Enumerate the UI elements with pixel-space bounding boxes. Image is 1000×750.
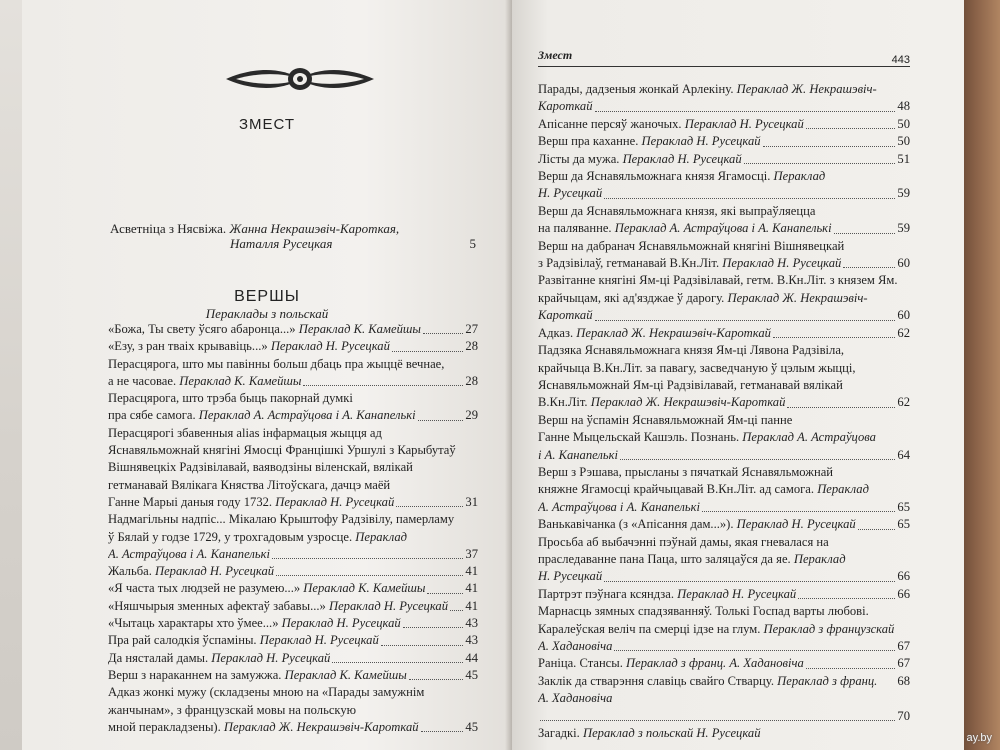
leader-dots [604,198,895,199]
entry-page-number: 59 [897,186,910,201]
toc-entry-line [538,690,910,707]
entry-text [108,580,425,597]
entry-title: Верш з Рэшава, прысланы з пячаткай Яснавяльможнай [538,464,834,479]
toc-entry-line [538,447,910,464]
entry-title: Верш да Яснавяльможнага князя, які выпраўляецца [538,203,816,218]
toc-entry-line [108,702,478,719]
toc-entry-line [538,516,910,533]
leader-dots [763,146,896,147]
entry-title: Верш пра каханне. [538,134,642,149]
entry-translator: Пераклад Н. Русецкай [677,586,797,601]
leader-dots [806,128,896,129]
page-number: 443 [891,54,910,66]
entry-title: Яснавяльможнай княгіні Ямосці Францішкі Уршулі з Карыбутаў [108,443,456,458]
entry-page-number: 60 [897,256,910,271]
leader-dots [595,111,896,112]
entry-text [538,291,868,305]
entry-title: Развітанне княгіні Ям-ці Радзівілавай, гетм. В.Кн.Літ. з князем Ям. [538,273,898,288]
toc-entry-line [538,81,910,98]
entry-text [108,667,407,684]
leader-dots [604,581,895,582]
entry-translator: Пераклад Н. Русецкай [155,564,275,579]
left-page [22,0,512,750]
toc-entry-line [108,459,478,476]
entry-text [538,622,894,636]
toc-entry-line [538,377,910,394]
entry-text [538,255,841,272]
leader-dots [843,267,895,268]
toc-entry-line [108,477,478,494]
entry-text [108,563,274,580]
entry-page-number: 59 [897,221,910,236]
entry-text [538,447,618,464]
toc-entry-line [108,390,478,407]
entry-page-number: 48 [897,99,910,114]
entry-title: Верш з нараканнем на замужжа. [108,667,285,682]
toc-entry-line [108,511,478,528]
entry-title: Раніца. Стансы. [538,656,627,671]
toc-entry-line [108,615,478,632]
entry-title: княжне Ягамосці крайчыцавай В.Кн.Літ. ад самога. [538,482,818,497]
entry-translator: Пераклад з франц. А. Хадановіча [626,656,804,671]
entry-text [538,361,856,375]
entry-text [108,443,456,457]
entry-text [538,499,700,516]
entry-text [538,726,761,740]
toc-entry-line [108,425,478,442]
entry-page-number: 45 [465,667,478,682]
entry-title: Да нясталай дамы. [108,650,212,665]
toc-entry-line [538,272,910,289]
entry-page-number: 65 [897,499,910,514]
leader-dots [276,575,463,576]
toc-entry-line [108,321,478,338]
entry-text [108,426,382,440]
entry-page-number: 37 [465,546,478,561]
entry-translator: Пераклад К. Камейшы [303,581,426,596]
entry-text [108,546,270,563]
entry-title: пра сябе самога. [108,408,199,423]
entry-translator: Пераклад А. Астраўцова і А. Канапелькі [614,221,832,236]
entry-title: жанчынам», з французскай мовы на польскую [108,702,357,717]
toc-entry-line [108,529,478,546]
entry-title: Марнасць зямных спадзяванняў. Толькі Госпад варты любові. [538,604,869,619]
entry-text [538,552,846,566]
toc-entry-line [538,342,910,359]
entry-translator: і А. Канапелькі [538,447,619,462]
entry-title: Пра рай салодкія ўспаміны. [108,633,260,648]
entry-text [108,703,356,717]
entry-title: Перасцярогі збавенныя alias інфармацыя жыцця ад [108,425,382,440]
toc-entry-line [538,185,910,202]
entry-title: Верш на дабранач Яснавяльможнай княгіні Вішнявецкай [538,238,845,253]
entry-title: Загадкі. [538,726,583,741]
entry-text [538,273,898,287]
entry-text [538,133,761,150]
entry-title: «Езу, з ран тваіх крывавіць...» [108,339,271,354]
toc-entry-line [538,481,910,498]
entry-page-number: 66 [897,569,910,584]
entry-translator: Пераклад А. Астраўцова [742,430,876,445]
toc-entry-line [538,203,910,220]
entry-title: праследаванне пана Паца, што заляцаўся да яе. [538,551,794,566]
toc-entry-line [538,238,910,255]
entry-page-number: 29 [465,408,478,423]
entry-title: крайчыцам, які ад'язджае ў дарогу. [538,290,728,305]
toc-entry-line [538,290,910,307]
toc-entry-line [538,151,910,168]
entry-text [538,151,742,168]
entry-text [538,220,832,237]
entry-text [108,530,407,544]
entry-translator: Пераклад Н. Русецкай [736,517,856,532]
toc-entry-line [108,338,478,355]
entry-title: Вішнявецкіх Радзівілавай, ваяводзіны віленскай, вялікай [108,460,413,475]
entry-title: крайчыца В.Кн.Літ. за павагу, засведчаную ў цэлым жыцці, [538,360,856,375]
leader-dots [620,459,895,460]
toc-list-left [108,321,478,736]
entry-title: «Няшчырыя зменных афектаў забавы...» [108,598,329,613]
entry-text [538,394,785,411]
toc-entry-line [538,551,910,568]
entry-translator: Пераклад [355,529,408,544]
entry-text [108,338,390,355]
entry-page-number: 67 [897,656,910,671]
entry-page-number: 50 [897,134,910,149]
entry-title: Верш на ўспамін Яснавяльможнай Ям-ці панне [538,412,793,427]
entry-translator: Н. Русецкай [538,569,603,584]
entry-translator: Пераклад [773,169,826,184]
toc-entry-line [538,360,910,377]
toc-entry-line [538,568,910,585]
entry-text [538,568,602,585]
entry-title: Жальба. [108,564,155,579]
entry-translator: А. Хадановіча [538,691,613,706]
toc-entry-line [108,407,478,424]
entry-translator: Пераклад Н. Русецкай [275,494,395,509]
entry-title: Яснавяльможнай Ям-ці Радзівілавай, гетманавай вялікай [538,377,843,392]
entry-text [538,465,833,479]
entry-title: Каралеўская веліч па смерці ідзе на глум. [538,621,764,636]
intro-entry [110,221,476,251]
toc-entry-line [538,586,910,603]
toc-entry-line [538,133,910,150]
toc-entry-line [108,442,478,459]
entry-translator: Пераклад Ж. Некрашэвіч-Кароткай [576,325,771,340]
entry-title: на паляванне. [538,221,615,236]
entry-translator: Пераклад [793,551,846,566]
entry-text [108,632,379,649]
entry-title: Надмагільны надпіс... Мікалаю Крыштофу Радзівілу, памерламу [108,512,455,527]
entry-page-number: 43 [465,633,478,648]
entry-translator: Пераклад з франц. [777,673,878,688]
entry-title: «Божа, Ты свету ўсяго абаронца...» [108,322,299,336]
toc-entry-line [538,220,910,237]
leader-dots [427,593,463,594]
entry-title: Заклік да стварэння славіць свайго Стварцу. [538,673,778,688]
entry-text [538,535,829,549]
entry-text [538,343,844,357]
toc-entry-line [538,429,910,446]
entry-text [108,478,390,492]
entry-title: «Чытаць характары хто ўмее...» [108,616,282,631]
leader-dots [396,506,463,507]
leader-dots [702,511,895,512]
toc-entry-line [108,494,478,511]
entry-text [108,357,444,371]
entry-text [538,638,612,655]
entry-title: ў Бялай у годзе 1729, у трохгадовым узросце. [108,529,356,544]
entry-text [108,719,419,736]
entry-page-number: 28 [465,373,478,388]
leader-dots [614,650,895,651]
entry-text [538,378,843,392]
entry-title: а не часовае. [108,373,180,388]
entry-text [538,325,771,342]
entry-text [538,98,593,115]
leader-dots [418,420,464,421]
entry-text [108,321,421,338]
toc-entry-line [538,603,910,620]
entry-translator: Пераклад з польскай Н. Русецкай [582,726,761,741]
entry-text [538,516,856,533]
leader-dots [595,320,896,321]
section-title: ВЕРШЫ [234,288,300,305]
entry-page-number: 64 [897,447,910,462]
toc-entry-line [538,325,910,342]
entry-text [538,307,593,324]
leader-dots [332,662,463,663]
leader-dots [744,163,896,164]
entry-text [108,512,454,526]
entry-page-number: 41 [465,564,478,579]
intro-authors: Жанна Некрашэвіч-Кароткая, [229,221,400,236]
leader-dots [423,333,464,334]
entry-title: з Радзівілаў, гетманавай В.Кн.Літ. [538,256,723,271]
entry-title: Ванькавічанка (з «Апісання дам...»). [538,517,737,532]
leader-dots [272,558,463,559]
entry-title: Просьба аб выбачэнні пэўнай дамы, якая гневалася на [538,534,829,549]
toc-entry-line [538,255,910,272]
entry-translator: Пераклад Н. Русецкай [281,616,401,631]
toc-entry-line [108,356,478,373]
intro-authors-2: Наталля Русецкая [230,236,333,251]
toc-entry-line [538,116,910,133]
entry-text [538,413,792,427]
entry-text [538,169,825,183]
entry-page-number: 43 [465,616,478,631]
entry-translator: Пераклад Н. Русецкай [259,633,379,648]
entry-translator: Пераклад Н. Русецкай [328,598,449,613]
entry-translator: Пераклад Ж. Некрашэвіч-Кароткай [590,395,786,410]
toc-entry-line [108,684,478,701]
toc-entry-line [538,673,910,690]
leader-dots [787,407,895,408]
entry-page-number: 27 [465,322,478,336]
entry-title: Ганне Марыі даныя году 1732. [108,494,276,509]
toc-entry-line [108,598,478,615]
toc-entry-line [538,499,910,516]
entry-title: В.Кн.Літ. [538,395,591,410]
entry-title: Перасцярога, што мы павінны больш дбаць пра жыццё вечнае, [108,356,445,371]
entry-translator: Пераклад К. Камейшы [179,373,302,388]
entry-page-number: 41 [465,598,478,613]
entry-title: Адказ. [538,325,577,340]
leader-dots [409,679,464,680]
leader-dots [381,645,464,646]
toc-entry-line [108,580,478,597]
entry-title: Лісты да мужа. [538,151,623,166]
leader-dots [834,233,896,234]
toc-entry-line [538,725,910,742]
entry-page-number: 62 [897,325,910,340]
toc-entry-line [538,464,910,481]
leader-dots [421,731,464,732]
toc-entry-line [538,412,910,429]
leader-dots [403,627,464,628]
leader-dots [806,668,896,669]
entry-text [108,391,353,405]
entry-page-number: 70 [897,708,910,723]
leader-dots [798,598,895,599]
entry-text [538,655,804,672]
entry-text [108,615,401,632]
entry-translator: Пераклад Н. Русецкай [641,134,761,149]
toc-title: ЗМЕСТ [238,116,296,133]
entry-text [538,185,602,202]
entry-translator: А. Хадановіча [538,639,613,653]
running-head [538,46,910,67]
entry-text [538,691,612,705]
toc-entry-line [538,394,910,411]
entry-text [108,373,301,390]
entry-page-number: 67 [897,639,910,653]
leader-dots [450,610,463,611]
entry-text [538,586,796,603]
leader-dots [303,385,463,386]
watermark: ay.by [966,732,992,744]
book-cover-edge [960,0,1000,750]
toc-entry-line [538,638,910,655]
entry-text [538,482,869,496]
leader-dots [540,720,895,721]
intro-title: Асветніца з Нясвіжа. [110,221,230,236]
entry-title: Партрэт пэўнага ксяндза. [538,586,678,601]
entry-page-number: 62 [897,395,910,410]
entry-translator: Пераклад Ж. Некрашэвіч- [727,290,868,305]
entry-page-number: 65 [897,517,910,532]
entry-translator: Пераклад Н. Русецкай [722,256,842,271]
entry-translator: Пераклад К. Камейшы [284,667,407,682]
entry-page-number: 31 [465,494,478,509]
entry-translator: Пераклад з французскай [763,621,895,636]
entry-text [538,604,869,618]
toc-entry-line [538,621,910,638]
running-head-title: Змест [538,48,573,62]
entry-title: Перасцярога, што трэба быць пакорнай думкі [108,391,353,406]
toc-entry-line [538,708,910,725]
entry-title: Апісанне персяў жаночых. [538,116,685,131]
leader-dots [858,529,896,530]
ornament-icon [220,64,380,94]
toc-entry-line [108,546,478,563]
entry-page-number: 60 [897,308,910,323]
entry-text [108,494,394,511]
toc-entry-line [108,719,478,736]
entry-page-number: 66 [897,586,910,601]
section-subtitle: Пераклады з польскай [205,306,329,321]
entry-translator: Пераклад Н. Русецкай [622,151,742,166]
toc-entry-line [108,650,478,667]
toc-entry-line [108,563,478,580]
entry-title: мной перакладзены). [108,719,224,734]
entry-translator: Кароткай [538,308,593,323]
entry-text [108,650,330,667]
entry-title: Ганне Мыцельскай Кашэль. Познань. [538,430,743,445]
entry-text [538,82,877,96]
entry-translator: Н. Русецкай [538,186,603,201]
entry-translator: Пераклад Ж. Некрашэвіч-Кароткай [223,719,419,734]
entry-title: Верш да Яснавяльможнага князя Ягамосці. [538,169,774,184]
entry-page-number: 28 [465,339,478,354]
entry-title: Падзяка Яснавяльможнага князя Ям-ці Лявона Радзівіла, [538,343,845,358]
entry-translator: Пераклад Н. Русецкай [270,339,390,354]
toc-entry-line [538,655,910,672]
entry-page-number: 45 [465,719,478,734]
entry-page-number: 41 [465,581,478,596]
entry-text [108,460,413,474]
entry-text [538,116,804,133]
entry-text [108,598,448,615]
entry-title: «Я часта тых людзей не разумею...» [108,581,304,596]
toc-list-right [538,81,910,742]
entry-text [538,673,877,690]
entry-text [108,407,416,424]
entry-page-number: 68 [897,673,910,688]
entry-translator: Пераклад Ж. Некрашэвіч- [736,82,877,96]
entry-page-number: 50 [897,116,910,131]
toc-entry-line [108,373,478,390]
entry-text [538,430,876,444]
entry-text [538,239,844,253]
entry-translator: Пераклад Н. Русецкай [211,650,331,665]
toc-entry-line [538,98,910,115]
toc-entry-line [538,168,910,185]
entry-translator: А. Астраўцова і А. Канапелькі [108,546,270,561]
leader-dots [773,337,895,338]
toc-entry-line [538,534,910,551]
entry-text [538,204,815,218]
leader-dots [392,351,464,352]
entry-translator: Кароткай [538,99,593,114]
entry-title: гетманавай Вялікага Княства Літоўскага, дачцэ маёй [108,477,391,492]
intro-page: 5 [469,236,476,251]
entry-translator: Пераклад К. Камейшы [298,322,421,336]
toc-entry-line [538,307,910,324]
toc-entry-line [108,667,478,684]
entry-page-number: 51 [897,151,910,166]
entry-title: Адказ жонкі мужу (складзены мною на «Парады замужнім [108,685,425,700]
entry-translator: Пераклад А. Астраўцова і А. Канапелькі [198,408,416,423]
entry-translator: Пераклад [817,482,869,497]
entry-translator: Пераклад Н. Русецкай [684,116,804,131]
entry-title: Парады, дадзеныя жонкай Арлекіну. [538,82,737,96]
toc-entry-line [108,632,478,649]
entry-text [108,685,424,699]
entry-translator: А. Астраўцова і А. Канапелькі [538,499,700,514]
entry-page-number: 44 [465,650,478,665]
